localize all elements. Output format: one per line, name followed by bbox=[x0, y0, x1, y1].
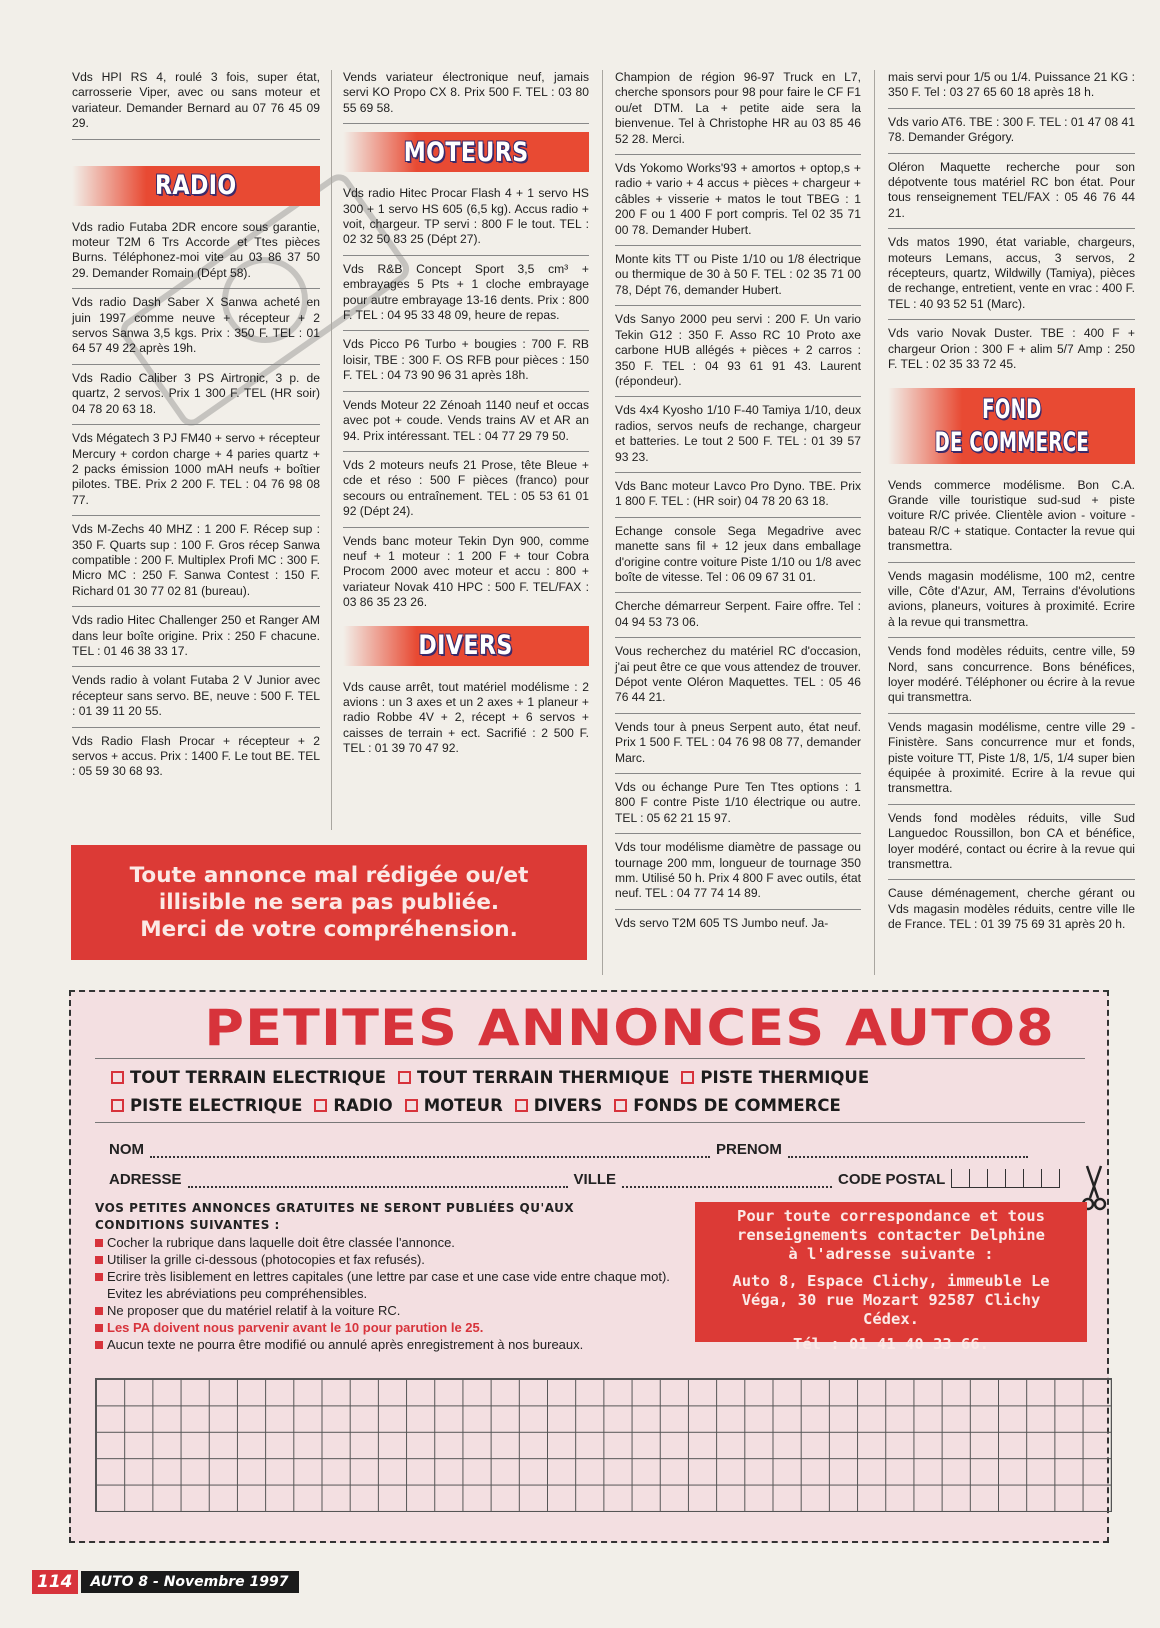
checkbox[interactable] bbox=[681, 1071, 694, 1084]
conditions-block bbox=[95, 1200, 675, 1353]
adresse-field[interactable] bbox=[188, 1174, 568, 1188]
classified-ad: Vends commerce modélisme. Bon C.A. Grande ville touristique sud-sud + piste voiture R/C privée. Clientèle avion - voiture - bateau R/C + statique. Contacter la revue qui transmettra. bbox=[888, 478, 1135, 563]
section-title-line: DE COMMERCE bbox=[934, 426, 1089, 458]
checkbox[interactable] bbox=[111, 1071, 124, 1084]
ville-field[interactable] bbox=[622, 1174, 832, 1188]
classified-ad: Vds radio Futaba 2DR encore sous garantie, moteur T2M 6 Trs Accorde et Ttes pièces Burns. Téléphonez-moi vite au 03 86 37 50 29. Demander Romain (Dépt 58). bbox=[72, 220, 320, 290]
conditions-heading: VOS PETITES ANNONCES GRATUITES NE SERONT PUBLIÉES QU'AUX bbox=[95, 1201, 575, 1215]
classified-ad: Vds M-Zechs 40 MHZ : 1 200 F. Récep sup : 350 F. Quarts sup : 100 F. Gros récep Sanwa compatible : 200 F. Multiplex Profi MC : 300 F. Micro MC : 250 F. Sanwa Contest : 150 F. Richard 01 30 77 02 81 (bureau). bbox=[72, 522, 320, 607]
condition-item: Aucun texte ne pourra être modifié ou annulé après enregistrement à nos bureaux. bbox=[95, 1336, 675, 1353]
section-banner-moteurs bbox=[343, 132, 589, 172]
column-4 bbox=[888, 70, 1135, 946]
classified-ad: Vds Mégatech 3 PJ FM40 + servo + récepteur Mercury + cordon charge + 4 paries quartz + 2 packs émission 1000 mAH neufs + boîtier pilotes. TBE. Prix 2 200 F. TEL : 04 76 98 08 77. bbox=[72, 431, 320, 516]
category-option[interactable] bbox=[681, 1068, 869, 1087]
contact-line: renseignements contacter Delphine bbox=[737, 1226, 1045, 1244]
classified-ad: Vds matos 1990, état variable, chargeurs, moteurs Lemans, accus, 3 servos, 2 récepteurs, quartz, Wildwilly (Tamiya), pièces de rechange, entretient, vente en vrac : 400 F. TEL : 40 93 52 51 (Marc). bbox=[888, 235, 1135, 320]
classified-ad: Vds 4x4 Kyosho 1/10 F-40 Tamiya 1/10, deux radios, servos neufs de rechange, chargeur et batteries. Le tout 2 500 F. TEL : 01 39 57 93 23. bbox=[615, 403, 861, 473]
page-footer bbox=[32, 1570, 299, 1594]
adresse-label: ADRESSE bbox=[109, 1171, 182, 1188]
contact-line: à l'adresse suivante : bbox=[788, 1245, 994, 1263]
classified-ad: Vds Sanyo 2000 peu servi : 200 F. Un vario Tekin G12 : 350 F. Asso RC 10 Proto axe carbone HUB allégés + pièces + 2 carros : 350 F. TEL : 04 93 61 91 43. Laurent (répondeur). bbox=[615, 312, 861, 397]
notice-line: Merci de votre compréhension. bbox=[140, 917, 518, 942]
category-option[interactable] bbox=[314, 1096, 392, 1115]
checkbox[interactable] bbox=[515, 1099, 528, 1112]
classified-ad: Vds HPI RS 4, roulé 3 fois, super état, carrosserie Viper, avec ou sans moteur et variateur. Demander Bernard au 07 76 45 09 29. bbox=[72, 70, 320, 140]
category-label: DIVERS bbox=[533, 1095, 603, 1115]
letter-grid[interactable] bbox=[95, 1378, 1112, 1512]
classified-ad: Vds R&B Concept Sport 3,5 cm³ + embrayages 5 Pts + 1 cloche embrayage pour autre embrayage 13-16 dents. Prix : 800 F. TEL : 04 95 33 48 09, heure de repas. bbox=[343, 262, 589, 332]
condition-item: Les PA doivent nous parvenir avant le 10 pour parution le 25. bbox=[95, 1319, 675, 1336]
prenom-label: PRENOM bbox=[716, 1141, 782, 1158]
page-number: 114 bbox=[32, 1570, 78, 1594]
classified-ad: Vds vario AT6. TBE : 300 F. TEL : 01 47 08 41 78. Demander Grégory. bbox=[888, 115, 1135, 154]
classified-ad: Vends fond modèles réduits, ville Sud Languedoc Roussillon, bon CA et bénéfice, loyer modéré, contact ou écrire à la revue qui transmettra. bbox=[888, 811, 1135, 881]
classified-ad: mais servi pour 1/5 ou 1/4. Puissance 21 KG : 350 F. Tel : 03 27 65 60 18 après 18 h. bbox=[888, 70, 1135, 109]
coupon-title: PETITES ANNONCES AUTO8 bbox=[204, 999, 1055, 1057]
nom-field[interactable] bbox=[150, 1144, 710, 1158]
contact-line: Auto 8, Espace Clichy, immeuble Le bbox=[732, 1272, 1050, 1290]
column-2 bbox=[343, 70, 589, 770]
section-banner-fond-de-commerce bbox=[888, 388, 1135, 464]
checkbox[interactable] bbox=[111, 1099, 124, 1112]
classified-ad: Vends Moteur 22 Zénoah 1140 neuf et occas avec pot + coude. Vends trains AV et AR an 94. Prix intéressant. TEL : 04 77 29 79 50. bbox=[343, 398, 589, 452]
contact-line: Cédex. bbox=[863, 1310, 919, 1328]
column-divider bbox=[331, 70, 332, 830]
category-row bbox=[95, 1091, 1085, 1119]
notice-line: illisible ne sera pas publiée. bbox=[158, 890, 500, 915]
condition-item: Cocher la rubrique dans laquelle doit être classée l'annonce. bbox=[95, 1234, 675, 1251]
checkbox[interactable] bbox=[405, 1099, 418, 1112]
conditions-heading: CONDITIONS SUIVANTES : bbox=[95, 1218, 280, 1232]
category-checkboxes bbox=[95, 1058, 1085, 1123]
contact-phone: Tél : 01 41 40 33 66. bbox=[793, 1335, 989, 1353]
classified-ad: Vds radio Hitec Challenger 250 et Ranger AM dans leur boîte origine. Prix : 250 F chacune. TEL : 01 46 38 33 17. bbox=[72, 613, 320, 667]
column-3 bbox=[615, 70, 861, 944]
contact-line: Pour toute correspondance et tous bbox=[737, 1207, 1045, 1225]
column-divider bbox=[602, 70, 603, 975]
publication-notice bbox=[71, 845, 587, 960]
column-divider bbox=[874, 70, 875, 975]
classified-ad: Vds Yokomo Works'93 + amortos + optop,s + radio + vario + 4 accus + pièces + chargeur + câbles + visserie + matos le tout TBEG : 1 200 F ou 1 400 F port compris. Tel 02 35 71 00 78. Demander Hubert. bbox=[615, 161, 861, 246]
contact-line: Véga, 30 rue Mozart 92587 Clichy bbox=[741, 1291, 1041, 1309]
notice-line: Toute annonce mal rédigée ou/et bbox=[129, 863, 529, 888]
nom-label: NOM bbox=[109, 1141, 144, 1158]
category-option[interactable] bbox=[398, 1068, 669, 1087]
classified-ad: Champion de région 96-97 Truck en L7, cherche sponsors pour 98 pour faire le CF F1 ou/et DTM. La + petite aide sera la bienvenue. Tel à Christophe HR au 03 85 46 52 28. Merci. bbox=[615, 70, 861, 155]
section-title: RADIO bbox=[155, 170, 237, 202]
condition-item: Ecrire très lisiblement en lettres capitales (une lettre par case et une case vide entre chaque mot). Evitez les abréviations peu compréhensibles. bbox=[95, 1268, 675, 1302]
classified-ad: Vends fond modèles réduits, centre ville, 59 Nord, sans concurrence. Bons bénéfices, loyer modéré. Téléphoner ou écrire à la revue qui transmettra. bbox=[888, 644, 1135, 714]
category-option[interactable] bbox=[111, 1068, 386, 1087]
classified-ad: Vds Radio Caliber 3 PS Airtronic, 3 p. de quartz, 2 servos. Prix 1 300 F. TEL (HR soir) 04 78 20 63 18. bbox=[72, 371, 320, 425]
category-label: TOUT TERRAIN THERMIQUE bbox=[417, 1067, 670, 1087]
checkbox[interactable] bbox=[614, 1099, 627, 1112]
classified-ad: Vends radio à volant Futaba 2 V Junior avec récepteur sans servo. BE, neuve : 500 F. TEL : 01 39 11 20 55. bbox=[72, 673, 320, 727]
category-row bbox=[95, 1063, 1085, 1091]
category-option[interactable] bbox=[111, 1096, 302, 1115]
classified-ad: Echange console Sega Megadrive avec manette sans fil + 12 jeux dans emballage d'origine contre voiture Piste 1/10 ou 1/8 avec boîte de vitesse. Tel : 06 09 67 31 01. bbox=[615, 524, 861, 594]
classified-ad: Vds tour modélisme diamètre de passage ou tournage 200 mm, longueur de tournage 350 mm. Utilisé 50 h. Prix 4 800 F avec outils, état neuf. TEL : 04 77 74 14 89. bbox=[615, 840, 861, 910]
classified-ad: Vds Radio Flash Procar + récepteur + 2 servos + accus. Prix : 1400 F. Le tout BE. TEL : 05 59 30 68 93. bbox=[72, 733, 320, 779]
category-label: PISTE THERMIQUE bbox=[700, 1067, 870, 1087]
section-title bbox=[917, 393, 1105, 459]
contact-fields bbox=[109, 1128, 1109, 1188]
section-title: DIVERS bbox=[418, 630, 514, 662]
category-label: MOTEUR bbox=[423, 1095, 503, 1115]
classified-ad: Vds cause arrêt, tout matériel modélisme : 2 avions : un 3 axes et un 2 axes + 1 planeur + radio Robbe 4V + 2, récept + 6 servos + caisses de terrain + ect. Sacrifié : 2 500 F. TEL : 01 39 70 47 92. bbox=[343, 679, 589, 756]
classified-ad: Vds vario Novak Duster. TBE : 400 F + chargeur Orion : 300 F + alim 5/7 Amp : 250 F. TEL : 02 35 33 72 45. bbox=[888, 326, 1135, 372]
prenom-field[interactable] bbox=[788, 1144, 1028, 1158]
classified-ad: Cherche démarreur Serpent. Faire offre. Tel : 04 94 53 73 06. bbox=[615, 599, 861, 638]
classified-ad: Vends magasin modélisme, centre ville 29 - Finistère. Sans concurrence mur et fonds, piste voiture TT, Piste 1/8, 1/5, 1/4 super bien équipée à proximité. Ecrire à la revue qui transmettra. bbox=[888, 720, 1135, 805]
classified-ad: Cause déménagement, cherche gérant ou Vds magasin modèles réduits, centre ville Ile de France. TEL : 01 39 75 69 31 après 20 h. bbox=[888, 886, 1135, 932]
classified-ad: Vds radio Hitec Procar Flash 4 + 1 servo HS 300 + 1 servo HS 605 (6,5 kg). Accus radio + voit, chargeur. TP servi : 800 F le tout. TEL : 02 32 50 83 25 (Dépt 27). bbox=[343, 186, 589, 256]
issue-label: AUTO 8 - Novembre 1997 bbox=[81, 1571, 299, 1593]
category-label: PISTE ELECTRIQUE bbox=[130, 1095, 303, 1115]
classified-ad: Vous recherchez du matériel RC d'occasion, j'ai peut être ce que vous attendez de trouver. Dépot vente Oléron Maquettes. TEL : 05 46 76 44 21. bbox=[615, 644, 861, 714]
code-postal-field[interactable] bbox=[951, 1169, 1060, 1188]
category-option[interactable] bbox=[614, 1096, 840, 1115]
category-option[interactable] bbox=[515, 1096, 602, 1115]
classified-ad: Vds ou échange Pure Ten Ttes options : 1 800 F contre Piste 1/10 électrique ou autre. TEL : 05 62 21 15 97. bbox=[615, 780, 861, 834]
classified-ad: Vds Picco P6 Turbo + bougies : 700 F. RB loisir, TBE : 300 F. OS RFB pour pièces : 150 F. TEL : 04 73 90 96 31 après 18h. bbox=[343, 337, 589, 391]
classified-ad: Monte kits TT ou Piste 1/10 ou 1/8 électrique ou thermique de 30 à 50 F. TEL : 02 35 71 00 78, Dépt 76, demander Hubert. bbox=[615, 252, 861, 306]
category-label: TOUT TERRAIN ELECTRIQUE bbox=[130, 1067, 387, 1087]
classified-ad: Vds Banc moteur Lavco Pro Dyno. TBE. Prix 1 800 F. TEL : (HR soir) 04 78 20 63 18. bbox=[615, 479, 861, 518]
classified-coupon-form bbox=[69, 990, 1109, 1543]
classified-ad: Vends banc moteur Tekin Dyn 900, comme neuf + 1 moteur : 1 200 F + tour Cobra Procom 2000 avec moteur et accu : 800 + variateur Novak 410 HPC : 500 F. TEL/FAX : 03 86 35 23 26. bbox=[343, 533, 589, 610]
section-title-line: FOND bbox=[981, 393, 1042, 425]
condition-item: Ne proposer que du matériel relatif à la voiture RC. bbox=[95, 1302, 675, 1319]
field-row bbox=[109, 1128, 1109, 1158]
condition-item: Utiliser la grille ci-dessous (photocopies et fax refusés). bbox=[95, 1251, 675, 1268]
classified-ad: Vds servo T2M 605 TS Jumbo neuf. Ja- bbox=[615, 915, 829, 930]
checkbox[interactable] bbox=[398, 1071, 411, 1084]
conditions-list bbox=[95, 1234, 675, 1353]
classified-ad: Vends tour à pneus Serpent auto, état neuf. Prix 1 500 F. TEL : 04 76 98 08 77, demander Marc. bbox=[615, 720, 861, 774]
category-label: RADIO bbox=[333, 1095, 393, 1115]
classified-ad: Vends magasin modélisme, 100 m2, centre ville, Côte d'Azur, AM, Terrains d'évolutions avions, planeurs, voitures à proximité. Ecrire à la revue qui transmettra. bbox=[888, 569, 1135, 639]
field-row bbox=[109, 1158, 1109, 1188]
section-banner-divers bbox=[343, 626, 589, 666]
section-banner-radio bbox=[72, 166, 320, 206]
checkbox[interactable] bbox=[314, 1099, 327, 1112]
classified-ad: Oléron Maquette recherche pour son dépotvente tous matériel RC bon état. Pour tous renseignement TEL/FAX : 05 46 76 44 21. bbox=[888, 160, 1135, 230]
contact-box bbox=[695, 1202, 1087, 1353]
ville-label: VILLE bbox=[573, 1171, 617, 1188]
classified-ad: Vds 2 moteurs neufs 21 Prose, tête Bleue + cde et réso : 500 F pièces (franco) pour secours ou entraînement. TEL : 05 53 61 01 92 (Dépt 24). bbox=[343, 458, 589, 528]
category-label: FONDS DE COMMERCE bbox=[633, 1095, 841, 1115]
section-title: MOTEURS bbox=[403, 136, 529, 168]
classified-ad: Vds radio Dash Saber X Sanwa acheté en juin 1997 comme neuve + récepteur + 2 servos Sanwa 3,5 kgs. Prix : 350 F. TEL : 01 64 57 49 22 après 19h. bbox=[72, 295, 320, 365]
classified-ad: Vends variateur électronique neuf, jamais servi KO Propo CX 8. Prix 500 F. TEL : 03 80 55 69 58. bbox=[343, 70, 589, 124]
category-option[interactable] bbox=[405, 1096, 503, 1115]
code-postal-label: CODE POSTAL bbox=[838, 1171, 946, 1188]
column-1 bbox=[72, 70, 320, 793]
